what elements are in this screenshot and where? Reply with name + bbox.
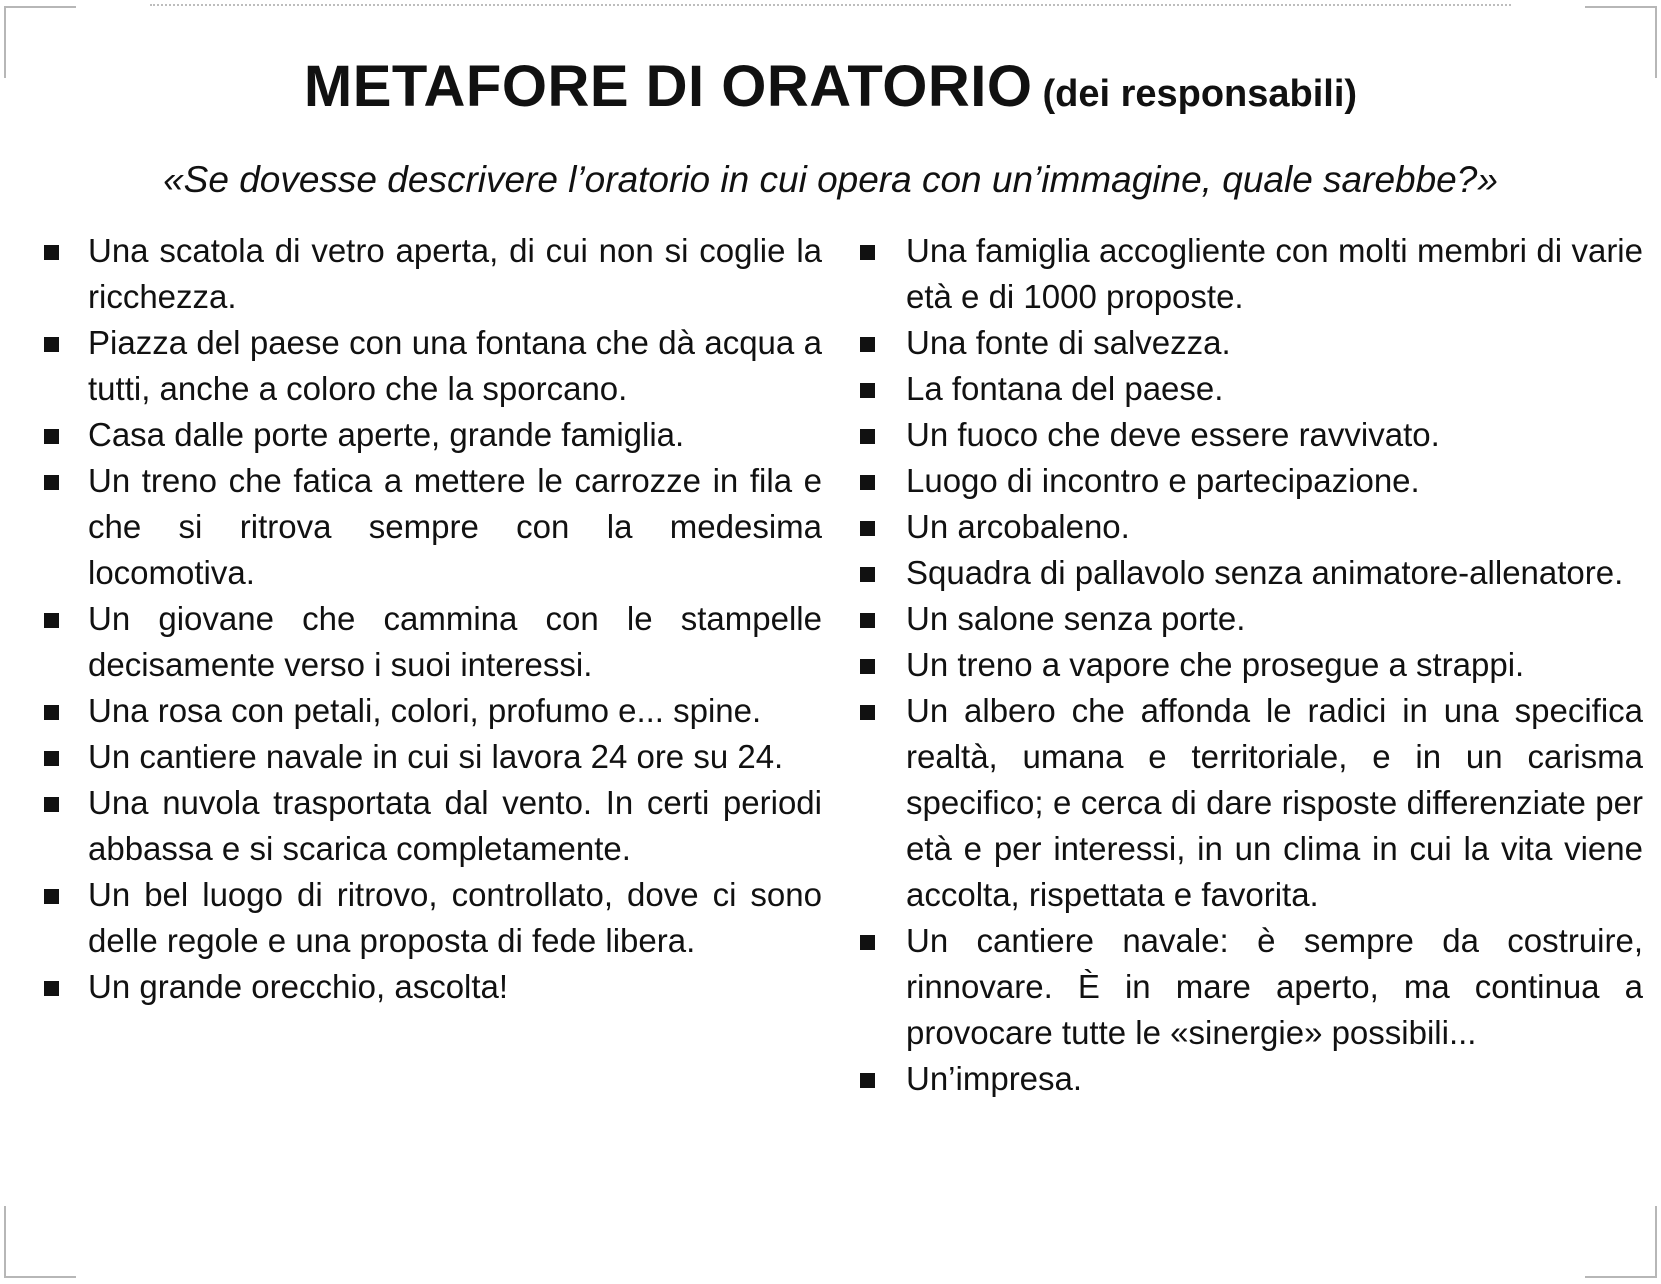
square-bullet-icon — [44, 245, 59, 260]
list-item-text: Luogo di incontro e partecipazione. — [906, 462, 1420, 499]
list-item — [40, 228, 822, 320]
list-item-text: Un arcobaleno. — [906, 508, 1130, 545]
list-item — [858, 320, 1643, 366]
list-item-text: Una fonte di salvezza. — [906, 324, 1231, 361]
list-item-text: Squadra di pallavolo senza animatore-allenatore. — [906, 554, 1624, 591]
square-bullet-icon — [860, 475, 875, 490]
list-item-text: Una famiglia accogliente con molti membri di varie età e di 1000 proposte. — [906, 232, 1643, 315]
list-item-text: Una scatola di vetro aperta, di cui non si coglie la ricchezza. — [88, 232, 822, 315]
list-item-text: Un cantiere navale: è sempre da costruire, rinnovare. È in mare aperto, ma continua a provocare tutte le «sinergie» possibili... — [906, 922, 1643, 1051]
square-bullet-icon — [44, 751, 59, 766]
square-bullet-icon — [860, 383, 875, 398]
title-subtitle: (dei responsabili) — [1042, 73, 1358, 115]
square-bullet-icon — [44, 889, 59, 904]
list-item — [858, 366, 1643, 412]
square-bullet-icon — [860, 1073, 875, 1088]
square-bullet-icon — [860, 429, 875, 444]
list-item-text: La fontana del paese. — [906, 370, 1224, 407]
list-item — [858, 412, 1643, 458]
list-item-text: Un cantiere navale in cui si lavora 24 ore su 24. — [88, 738, 784, 775]
list-item — [40, 320, 822, 412]
corner-ornament-bottom-right — [1585, 1206, 1657, 1278]
square-bullet-icon — [44, 475, 59, 490]
list-item-text: Un fuoco che deve essere ravvivato. — [906, 416, 1440, 453]
square-bullet-icon — [860, 521, 875, 536]
square-bullet-icon — [860, 337, 875, 352]
list-item — [40, 872, 822, 964]
square-bullet-icon — [44, 981, 59, 996]
square-bullet-icon — [860, 567, 875, 582]
list-item — [40, 458, 822, 596]
list-item — [40, 734, 822, 780]
list-item-text: Un giovane che cammina con le stampelle decisamente verso i suoi interessi. — [88, 600, 822, 683]
list-item-text: Un salone senza porte. — [906, 600, 1246, 637]
list-item — [858, 918, 1643, 1056]
list-item — [858, 228, 1643, 320]
list-item — [858, 642, 1643, 688]
list-item-text: Casa dalle porte aperte, grande famiglia. — [88, 416, 685, 453]
list-item — [40, 688, 822, 734]
square-bullet-icon — [44, 337, 59, 352]
survey-question: «Se dovesse descrivere l’oratorio in cui opera con un’immagine, quale sarebbe?» — [163, 159, 1498, 200]
list-item-text: Piazza del paese con una fontana che dà acqua a tutti, anche a coloro che la sporcano. — [88, 324, 822, 407]
square-bullet-icon — [44, 705, 59, 720]
corner-ornament-bottom-left — [4, 1206, 76, 1278]
list-item — [858, 1056, 1643, 1102]
list-item-text: Un albero che affonda le radici in una specifica realtà, umana e territoriale, e in un carisma specifico; e cerca di dare risposte differenziate per età e per interessi, in un clima in cui la vita viene accolta, rispettata e favorita. — [906, 692, 1643, 913]
list-item — [40, 780, 822, 872]
list-item-text: Un treno a vapore che prosegue a strappi. — [906, 646, 1525, 683]
list-item-text: Un treno che fatica a mettere le carrozze in fila e che si ritrova sempre con la medesima locomotiva. — [88, 462, 822, 591]
list-item-text: Un bel luogo di ritrovo, controllato, dove ci sono delle regole e una proposta di fede libera. — [88, 876, 822, 959]
title-main: METAFORE DI ORATORIO — [303, 54, 1033, 119]
left-column-list — [40, 228, 822, 1010]
square-bullet-icon — [860, 705, 875, 720]
list-item — [40, 596, 822, 688]
list-item-text: Una nuvola trasportata dal vento. In certi periodi abbassa e si scarica completamente. — [88, 784, 822, 867]
right-column-list — [858, 228, 1643, 1102]
square-bullet-icon — [860, 935, 875, 950]
list-item — [858, 550, 1643, 596]
list-item — [858, 458, 1643, 504]
list-item-text: Un’impresa. — [906, 1060, 1083, 1097]
list-item — [40, 412, 822, 458]
scan-border-line — [150, 4, 1511, 6]
list-item — [858, 504, 1643, 550]
square-bullet-icon — [860, 659, 875, 674]
list-item — [858, 596, 1643, 642]
square-bullet-icon — [44, 429, 59, 444]
square-bullet-icon — [860, 613, 875, 628]
list-item-text: Una rosa con petali, colori, profumo e... spine. — [88, 692, 762, 729]
list-item-text: Un grande orecchio, ascolta! — [88, 968, 509, 1005]
page-title — [0, 54, 1661, 119]
square-bullet-icon — [44, 613, 59, 628]
square-bullet-icon — [860, 245, 875, 260]
list-item — [858, 688, 1643, 918]
square-bullet-icon — [44, 797, 59, 812]
list-item — [40, 964, 822, 1010]
